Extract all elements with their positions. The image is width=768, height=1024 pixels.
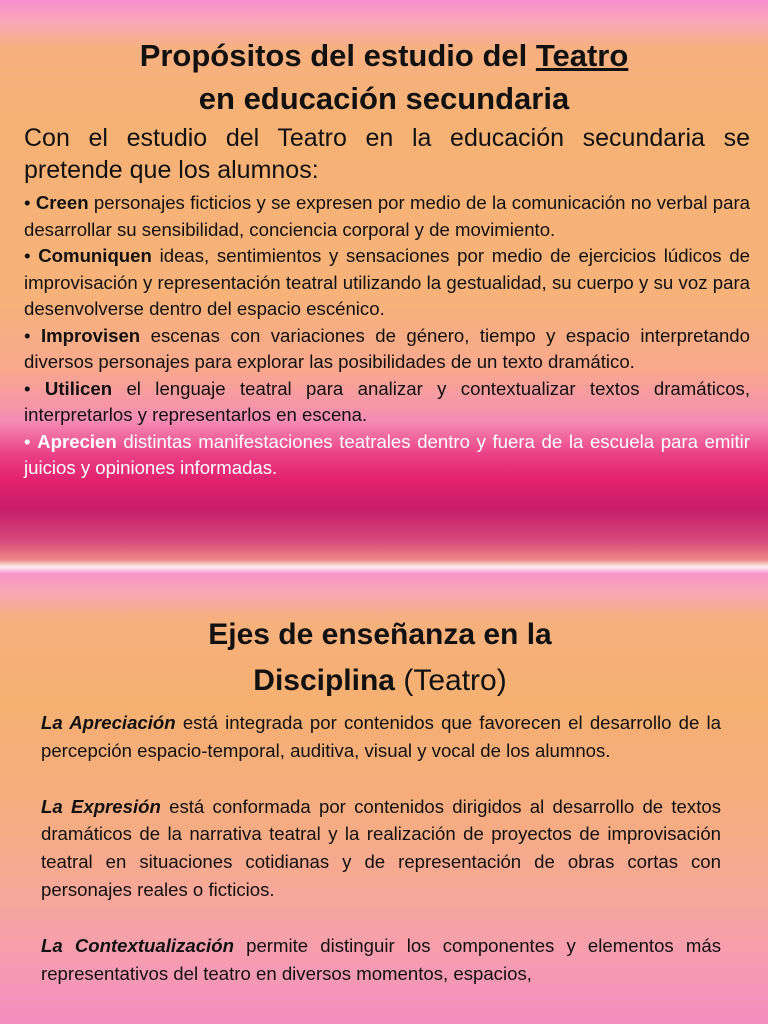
slide-divider: [0, 560, 768, 574]
slide-title-axes: [0, 612, 760, 704]
intro-paragraph: Con el estudio del Teatro en la educación secundaria se pretende que los alumnos:: [24, 124, 750, 184]
title-line-2: en educación secundaria: [198, 81, 570, 116]
purpose-bullet: • Aprecien distintas manifestaciones teatrales dentro y fuera de la escuela para emitir juicios y opiniones informadas.: [24, 430, 750, 478]
teaching-axes-list: [41, 709, 721, 1015]
axis-term: La Apreciación: [41, 712, 176, 733]
slide-title-purposes: [0, 34, 768, 120]
purpose-bullet: • Creen personajes ficticios y se expresen por medio de la comunicación no verbal para desarrollar su sensibilidad, conciencia corporal y de movimiento.: [24, 192, 750, 240]
purpose-bullet: • Utilicen el lenguaje teatral para analizar y contextualizar textos dramáticos, interpretarlos y representarlos en escena.: [24, 377, 750, 425]
title-line-1: Ejes de enseñanza en la: [208, 618, 552, 651]
purpose-bullet-list: [24, 190, 750, 482]
title-line-2: Disciplina (Teatro): [253, 664, 507, 697]
axis-paragraph: La Contextualización permite distinguir los componentes y elementos más representativos del teatro en diversos momentos, espacios,: [41, 934, 721, 984]
axis-term: La Expresión: [41, 795, 161, 817]
title-line-1: Propósitos del estudio del Teatro: [139, 38, 629, 73]
axis-paragraph: La Apreciación está integrada por contenidos que favorecen el desarrollo de la percepción espacio-temporal, auditiva, visual y vocal de los alumnos.: [41, 712, 721, 761]
purpose-bullet: • Improvisen escenas con variaciones de género, tiempo y espacio interpretando diversos personajes para explorar las posibilidades de un texto dramático.: [24, 324, 750, 372]
title-underlined-word: Teatro: [535, 38, 629, 73]
axis-term: La Contextualización: [41, 934, 234, 956]
purpose-bullet: • Comuniquen ideas, sentimientos y sensaciones por medio de ejercicios lúdicos de improvisación y representación teatral utilizando la gestualidad, su cuerpo y su voz para desenvolverse dentro del espacio escénico.: [24, 245, 751, 319]
axis-paragraph: La Expresión está conformada por contenidos dirigidos al desarrollo de textos dramáticos de la narrativa teatral y la realización de proyectos de improvisación teatral en situaciones cotidianas y de representación de obras cortas con personajes reales o ficticios.: [41, 795, 721, 900]
